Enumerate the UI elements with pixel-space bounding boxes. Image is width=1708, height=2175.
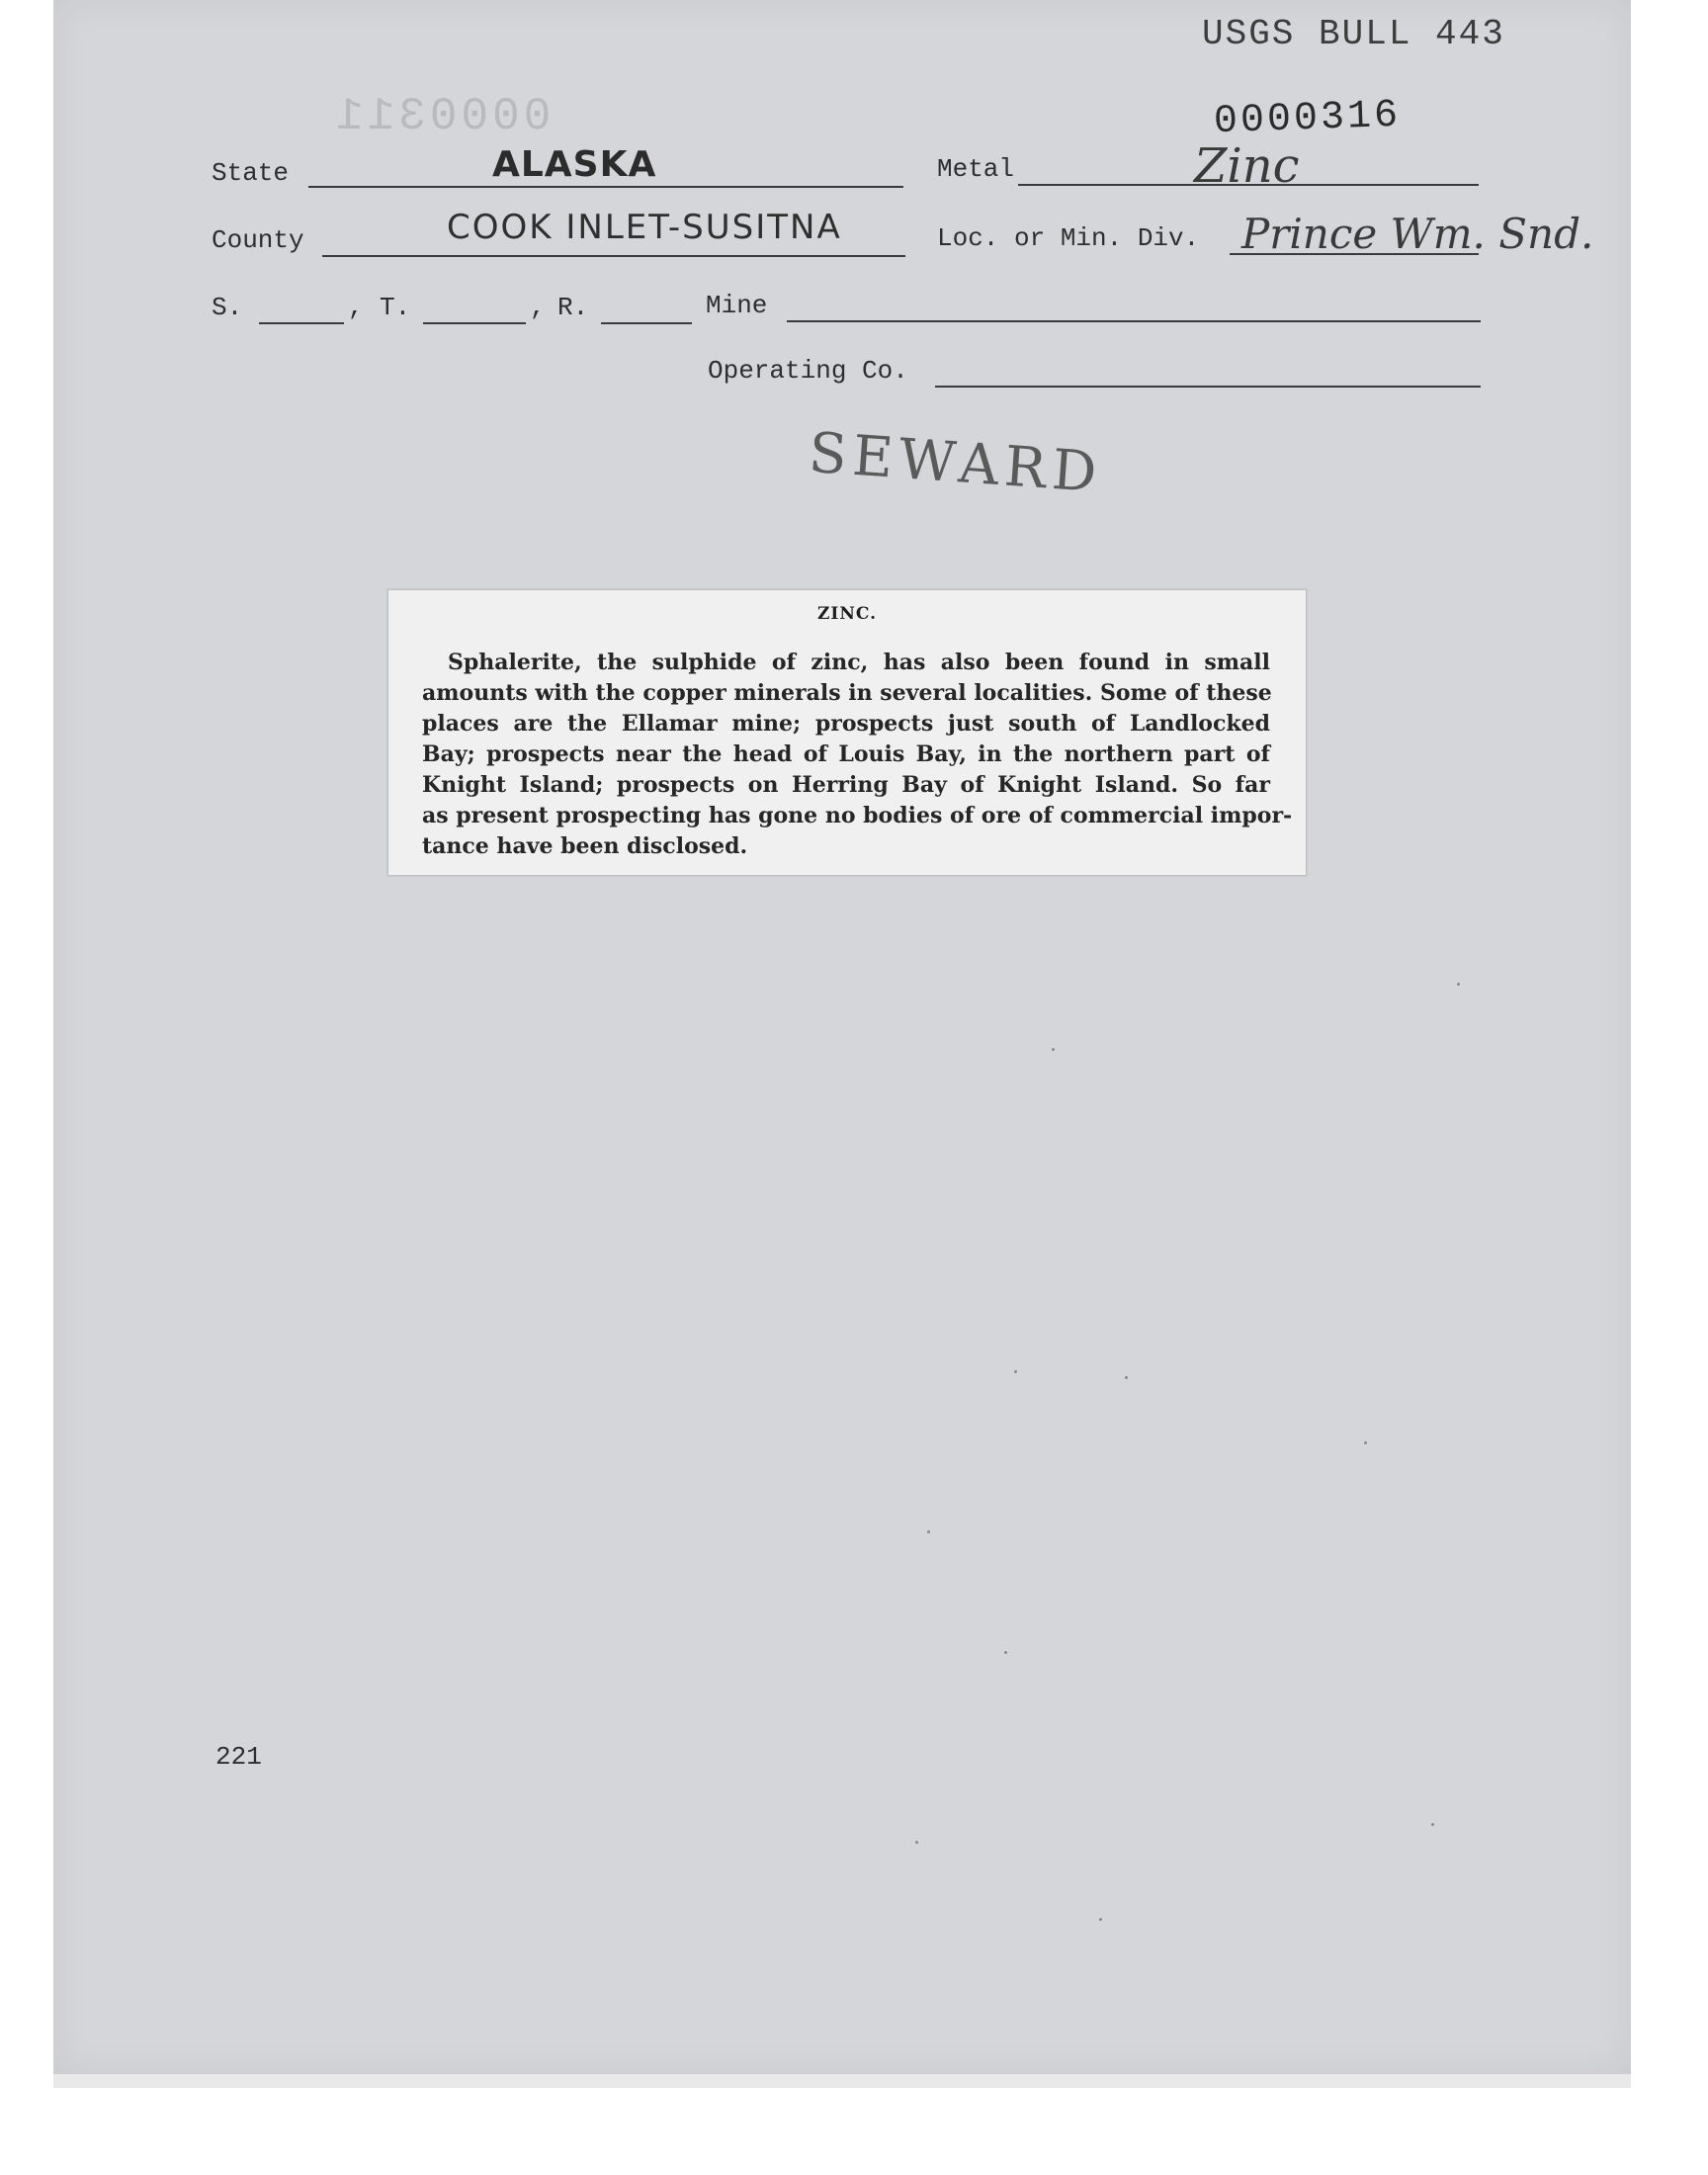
pasted-text-clipping	[387, 589, 1307, 876]
state-line	[308, 186, 903, 188]
scan-speck	[1052, 1048, 1055, 1051]
clipping-line: tance have been disclosed.	[422, 833, 748, 859]
mine-line	[787, 320, 1481, 322]
scan-speck	[1125, 1376, 1128, 1379]
document-number-stamp: 0000316	[1213, 93, 1402, 145]
scan-speck	[1431, 1823, 1434, 1826]
scan-speck	[1099, 1918, 1102, 1921]
section-line	[259, 322, 344, 324]
clipping-line: amounts with the copper minerals in several localities. Some of these	[422, 680, 1272, 706]
township-label: T.	[380, 293, 411, 322]
document-page	[53, 0, 1631, 2074]
county-line	[322, 255, 905, 257]
county-value: COOK INLET-SUSITNA	[447, 208, 842, 247]
scan-speck	[927, 1530, 930, 1533]
state-value: ALASKA	[492, 144, 657, 185]
clipping-line: as present prospecting has gone no bodies of ore of commercial impor-	[422, 803, 1293, 828]
metal-value-handwritten: Zinc	[1194, 138, 1300, 194]
clipping-line: Knight Island; prospects on Herring Bay of Knight Island. So far	[422, 772, 1270, 798]
clipping-line: places are the Ellamar mine; prospects just south of Landlocked	[422, 711, 1270, 737]
scan-speck	[1014, 1370, 1017, 1373]
scan-speck	[1004, 1651, 1007, 1654]
scan-speck	[1457, 983, 1460, 986]
range-line	[601, 322, 692, 324]
mirrored-bleed-through-number: 0000311	[332, 91, 552, 142]
section-label: S.	[212, 293, 243, 322]
scan-speck	[915, 1841, 918, 1844]
scan-speck	[1364, 1441, 1367, 1444]
county-label: County	[212, 225, 304, 255]
usgs-reference: USGS BULL 443	[1202, 14, 1505, 54]
operating-co-label: Operating Co.	[708, 356, 908, 386]
location-value-handwritten: Prince Wm. Snd.	[1241, 210, 1594, 258]
page-number: 221	[215, 1742, 262, 1772]
page-bottom-edge	[53, 2074, 1631, 2088]
handwritten-annotation: SEWARD	[807, 420, 1105, 506]
comma-separator: ,	[530, 293, 546, 322]
clipping-line: Bay; prospects near the head of Louis Bay, in the northern part of	[422, 741, 1270, 767]
clipping-line: Sphalerite, the sulphide of zinc, has also been found in small	[448, 650, 1270, 675]
operating-co-line	[935, 386, 1481, 388]
metal-label: Metal	[937, 154, 1015, 184]
state-label: State	[212, 158, 290, 188]
range-label: R.	[557, 293, 589, 322]
township-line	[423, 322, 526, 324]
clipping-heading: ZINC.	[816, 604, 878, 624]
comma-separator: ,	[348, 293, 364, 322]
location-label: Loc. or Min. Div.	[937, 223, 1200, 253]
mine-label: Mine	[706, 291, 768, 320]
